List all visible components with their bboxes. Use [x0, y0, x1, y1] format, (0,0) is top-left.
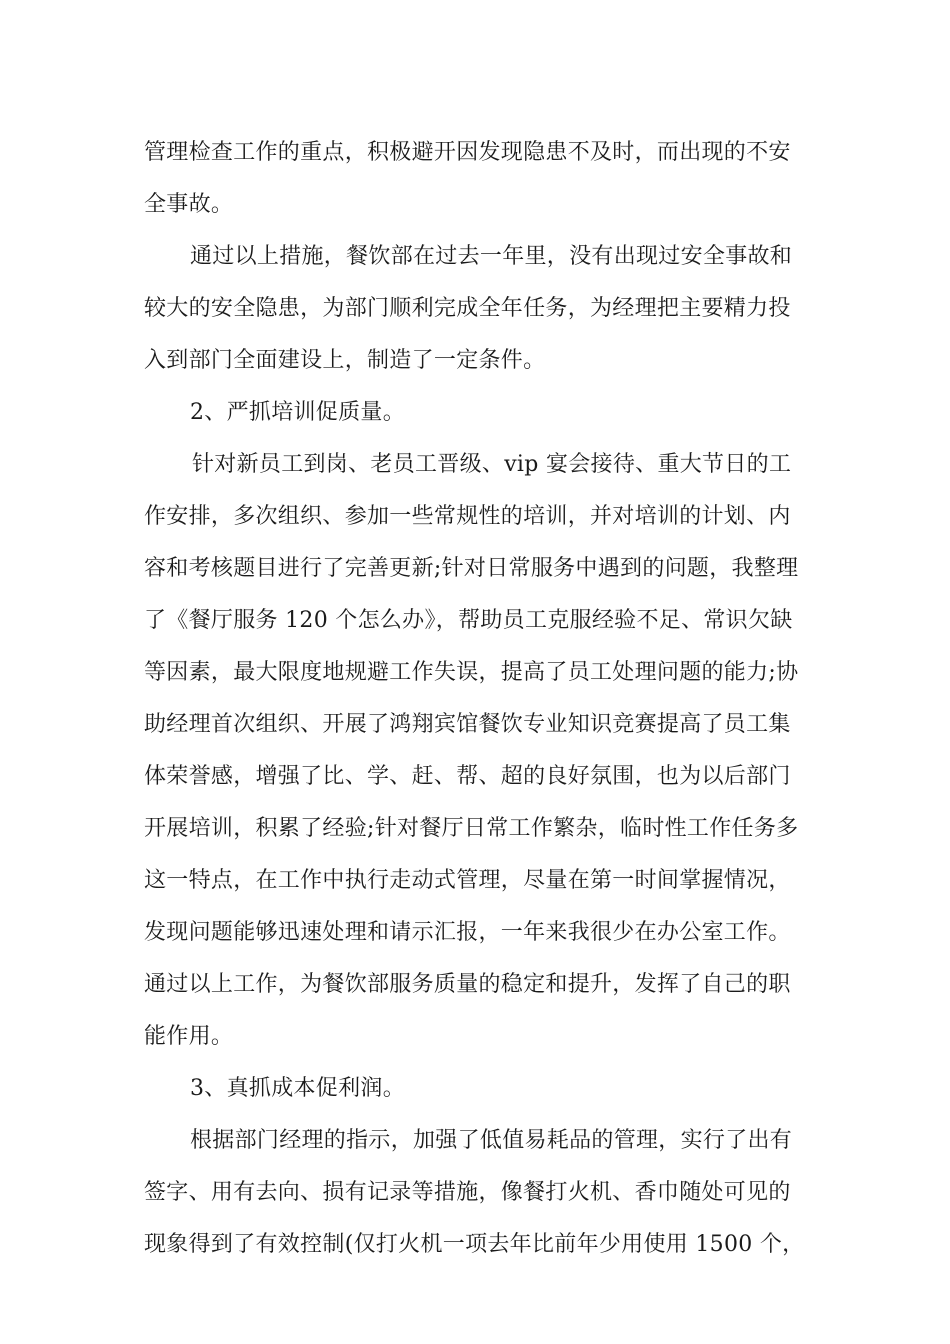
text-line: 发现问题能够迅速处理和请示汇报，一年来我很少在办公室工作。 — [144, 920, 791, 945]
text-line: 助经理首次组织、开展了鸿翔宾馆餐饮专业知识竞赛提高了员工集 — [144, 712, 791, 737]
text-line: 作安排，多次组织、参加一些常规性的培训，并对培训的计划、内 — [144, 504, 791, 529]
section-heading: 3、真抓成本促利润。 — [190, 1076, 405, 1101]
body-text — [144, 127, 810, 1271]
text-line: 这一特点，在工作中执行走动式管理，尽量在第一时间掌握情况， — [144, 868, 791, 893]
text-line: 入到部门全面建设上，制造了一定条件。 — [144, 348, 546, 373]
text-line: 等因素，最大限度地规避工作失误，提高了员工处理问题的能力;协 — [144, 660, 799, 685]
text-line: 体荣誉感，增强了比、学、赶、帮、超的良好氛围，也为以后部门 — [144, 764, 791, 789]
text-line: 开展培训，积累了经验;针对餐厅日常工作繁杂，临时性工作任务多 — [144, 816, 799, 841]
text-line: 通过以上工作，为餐饮部服务质量的稳定和提升，发挥了自己的职 — [144, 972, 791, 997]
section-heading: 2、严抓培训促质量。 — [190, 400, 405, 425]
paragraph-start-line: 通过以上措施，餐饮部在过去一年里，没有出现过安全事故和 — [190, 244, 793, 269]
text-line: 现象得到了有效控制(仅打火机一项去年比前年少用使用 1500 个， — [144, 1232, 805, 1257]
text-line: 签字、用有去向、损有记录等措施，像餐打火机、香巾随处可见的 — [144, 1180, 791, 1205]
paragraph-start-line: 根据部门经理的指示，加强了低值易耗品的管理，实行了出有 — [190, 1128, 793, 1153]
paragraph-start-line: 针对新员工到岗、老员工晋级、vip 宴会接待、重大节日的工 — [192, 452, 792, 477]
text-line: 了《餐厅服务 120 个怎么办》，帮助员工克服经验不足、常识欠缺 — [144, 608, 793, 633]
text-line: 能作用。 — [144, 1024, 234, 1049]
text-line: 全事故。 — [144, 192, 234, 217]
text-line: 管理检查工作的重点，积极避开因发现隐患不及时，而出现的不安 — [144, 140, 791, 165]
text-line: 容和考核题目进行了完善更新;针对日常服务中遇到的问题，我整理 — [144, 556, 799, 581]
text-line: 较大的安全隐患，为部门顺利完成全年任务，为经理把主要精力投 — [144, 296, 791, 321]
